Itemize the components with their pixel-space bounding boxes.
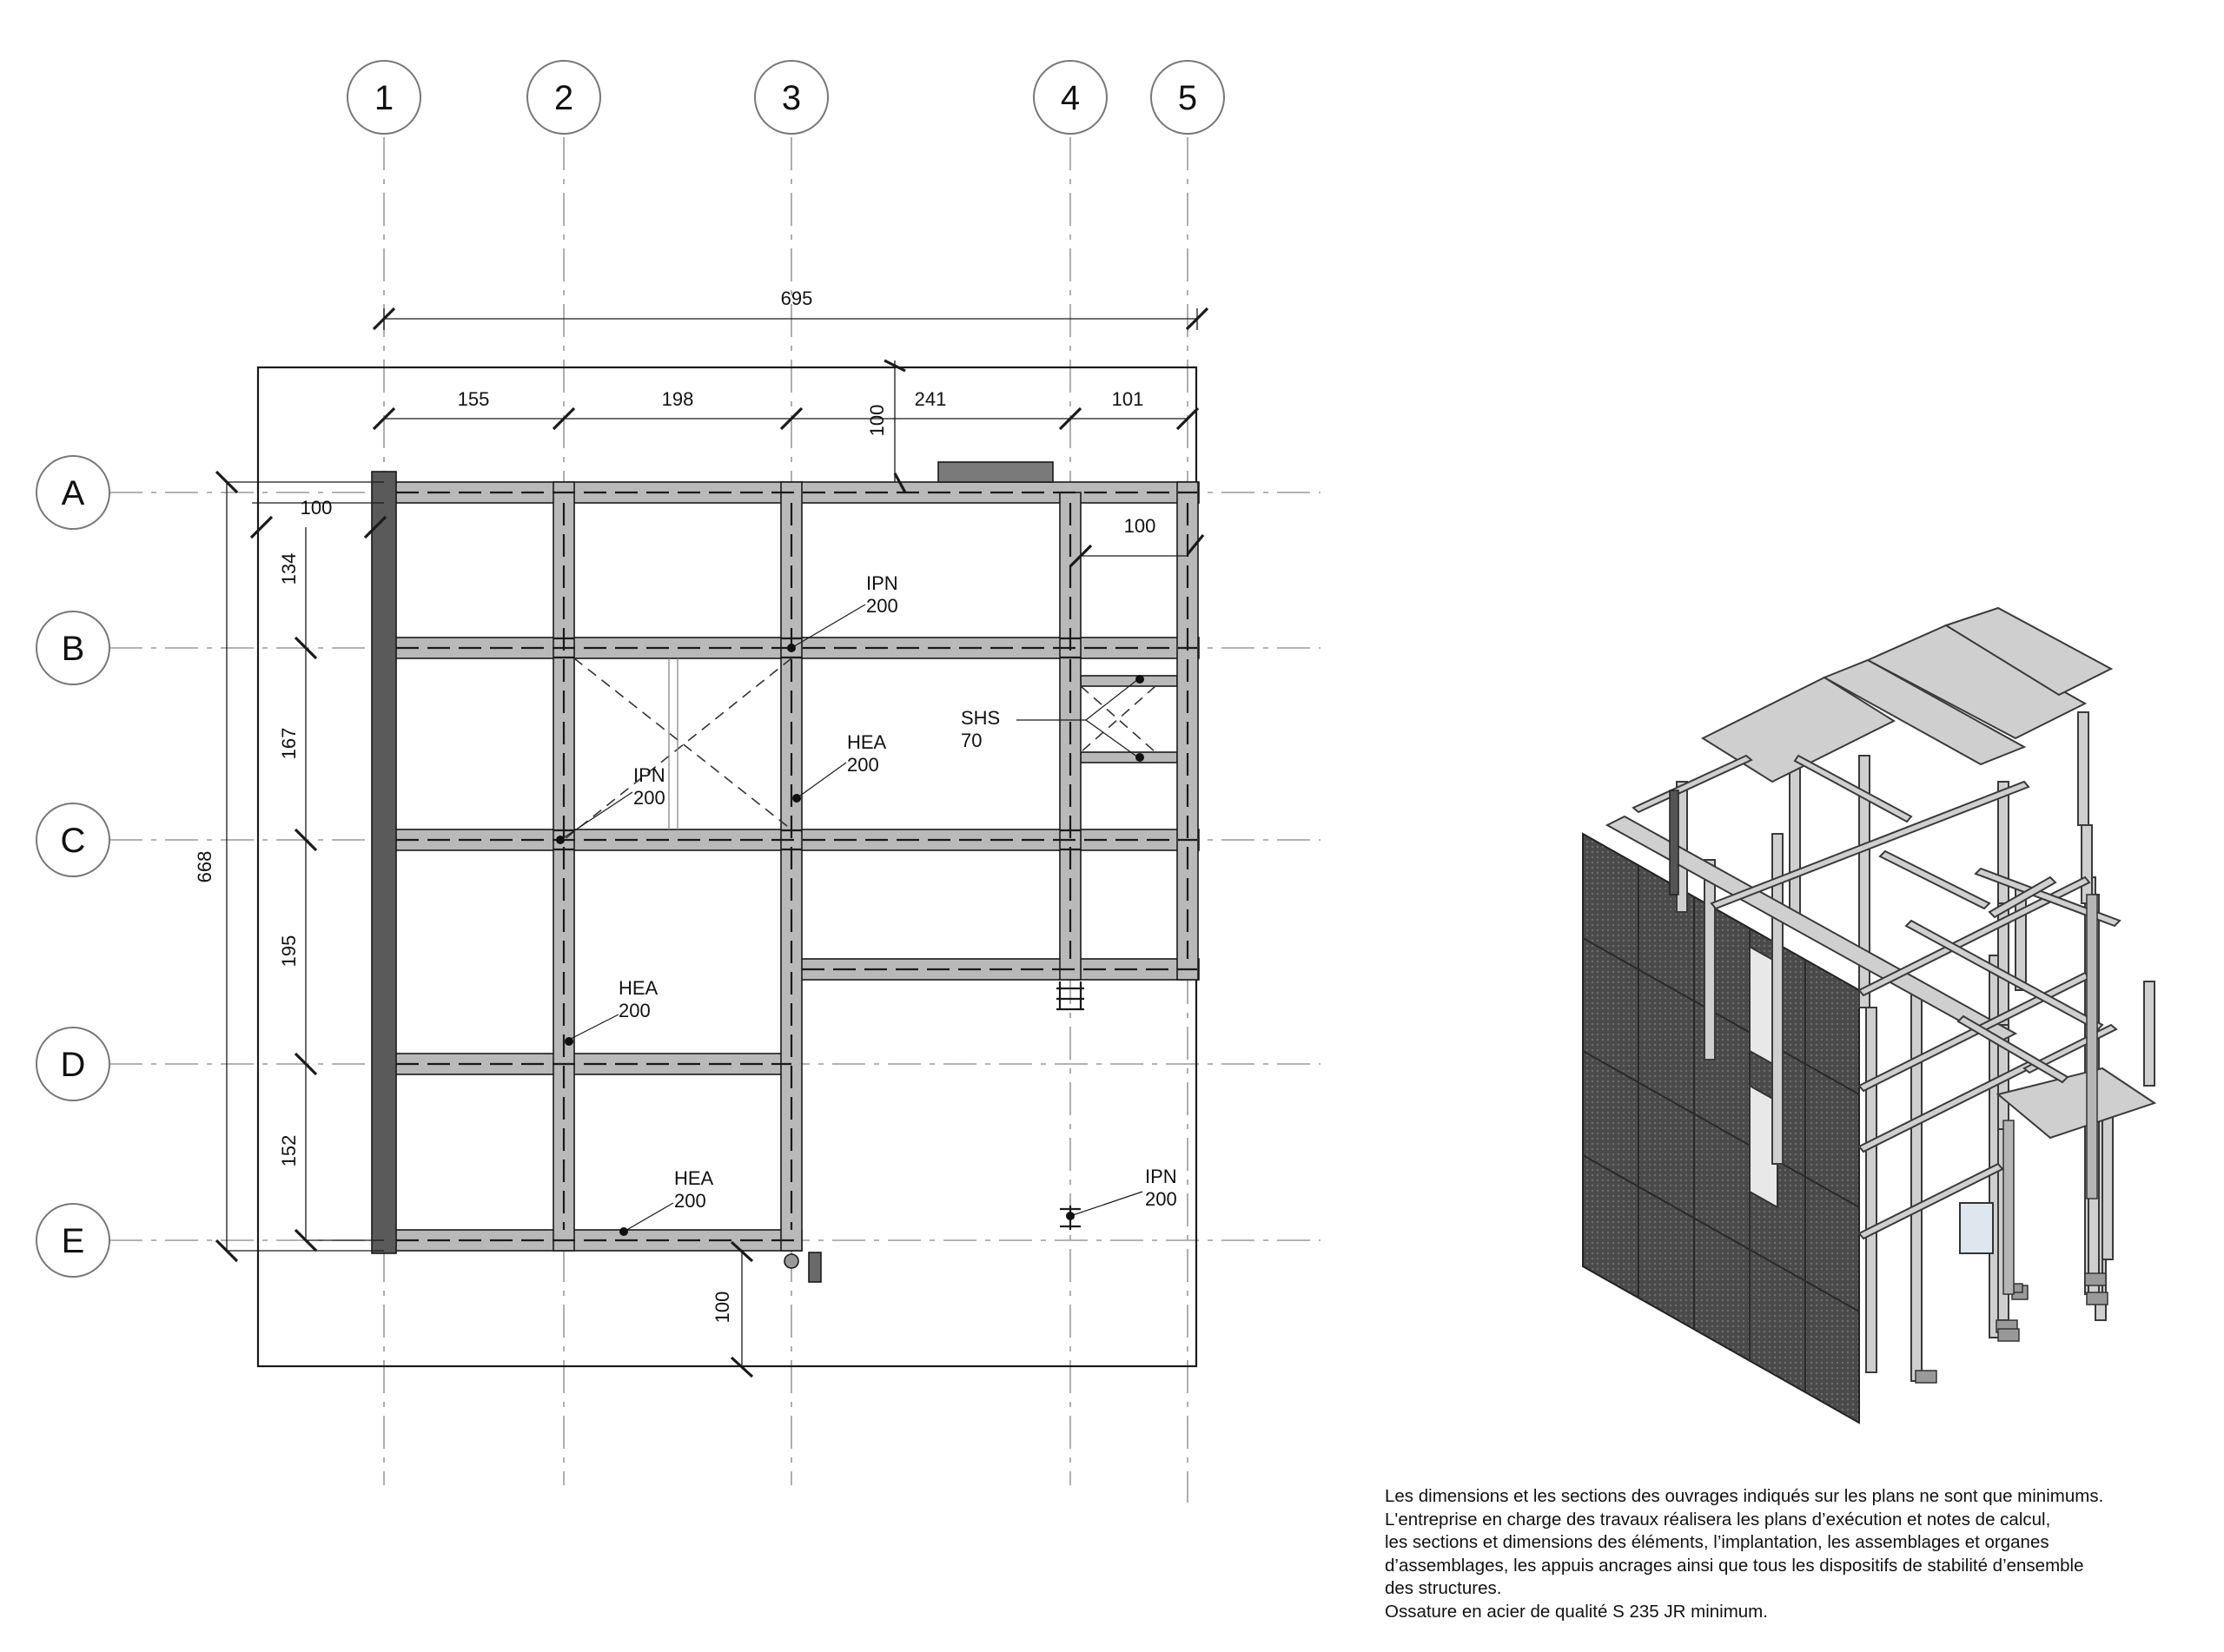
label-shs-1: SHS [961, 707, 1001, 729]
grid-bubble-label: 4 [1060, 79, 1081, 117]
isometric-structure-view [1583, 608, 2154, 1423]
dim-overall-width: 695 [780, 287, 813, 309]
slab-outline [258, 367, 1196, 1366]
top-plate [938, 462, 1053, 482]
iso-post [1670, 790, 1678, 895]
dim-bay-4: 101 [1111, 388, 1144, 410]
dim-offset-right: 100 [1123, 515, 1156, 537]
dim-offset-bottom: 100 [712, 1291, 733, 1324]
grid-bubble-label: E [61, 1222, 85, 1260]
dim-row-CD: 195 [278, 935, 300, 968]
grid-bubble-label: 1 [374, 79, 394, 117]
dim-bay-1: 155 [457, 388, 490, 410]
grid-bubble-label: 3 [781, 79, 802, 117]
iso-post-2 [2087, 895, 2097, 1199]
grid-bubble-4 [1034, 61, 1107, 134]
label-ipn-bracing-1: IPN [633, 764, 665, 786]
label-hea-e-1: HEA [674, 1167, 714, 1189]
grid-bubble-label: 5 [1177, 79, 1198, 117]
bracing-frame [669, 658, 678, 829]
general-notes [1385, 1485, 2219, 1624]
wall-beam-col-1 [372, 472, 396, 1253]
label-hea-e-2: 200 [674, 1190, 706, 1212]
dim-offset-top-left: 100 [300, 497, 333, 519]
column-base-circle [784, 1254, 798, 1268]
note-line: L'entreprise en charge des travaux réalisera les plans d’exécution et notes de calcul, [1385, 1509, 2051, 1530]
grid-bubble-label: C [60, 822, 86, 860]
grid-bubble-B [36, 611, 109, 684]
grid-bubble-3 [755, 61, 828, 134]
note-line: des structures. [1385, 1578, 1502, 1599]
label-hea-d-2: 200 [619, 1000, 651, 1021]
grid-bubble-label: A [61, 474, 85, 512]
grid-bubble-C [36, 803, 109, 876]
column-bubbles [348, 61, 1224, 134]
dim-bay-2: 198 [661, 388, 694, 410]
grid-bubble-label: 2 [553, 79, 574, 117]
note-line: les sections et dimensions des éléments, l’implantation, les assemblages et organes [1385, 1532, 2049, 1553]
dim-row-AB: 134 [278, 552, 300, 585]
grid-bubble-A [36, 456, 109, 529]
beam-shs-top [1081, 676, 1177, 686]
grid-bubble-2 [527, 61, 600, 134]
label-shs-2: 70 [961, 730, 983, 751]
iso-post-3 [2003, 1120, 2014, 1294]
label-hea-mid-2: 200 [847, 754, 879, 776]
dim-bay-3: 241 [914, 388, 947, 410]
grid-bubble-1 [348, 61, 420, 134]
dim-row-DE: 152 [278, 1134, 300, 1167]
beams [372, 462, 1199, 1282]
note-line: Les dimensions et les sections des ouvrages indiqués sur les plans ne sont que minimums. [1385, 1486, 2104, 1506]
node-marks [553, 638, 1084, 1230]
label-ipn-post-2: 200 [1145, 1188, 1177, 1210]
dim-overall-height: 668 [194, 850, 215, 883]
section-labels [619, 572, 1177, 1212]
label-ipn-top-2: 200 [866, 595, 898, 617]
leader-lines [560, 605, 1142, 1232]
post-bottom [809, 1252, 821, 1282]
grid-bubble-D [36, 1028, 109, 1100]
grid-bubble-label: B [61, 630, 85, 668]
dim-row-BC: 167 [278, 727, 300, 760]
note-line: d’assemblages, les appuis ancrages ainsi que tous les dispositifs de stabilité d’ensemble [1385, 1555, 2084, 1576]
dim-offset-top: 100 [866, 404, 888, 437]
frame-window [1960, 1203, 1993, 1253]
row-bubbles [36, 456, 109, 1277]
label-ipn-bracing-2: 200 [633, 787, 665, 809]
grid-bubble-label: D [60, 1046, 86, 1084]
beam-shs-bottom [1081, 752, 1177, 763]
label-ipn-post-1: IPN [1145, 1166, 1177, 1187]
note-line: Ossature en acier de qualité S 235 JR minimum. [1385, 1601, 1768, 1622]
grid-bubble-E [36, 1204, 109, 1277]
grid-bubble-5 [1151, 61, 1224, 134]
label-ipn-top-1: IPN [866, 572, 898, 594]
label-hea-mid-1: HEA [847, 731, 887, 753]
label-hea-d-1: HEA [619, 977, 659, 999]
